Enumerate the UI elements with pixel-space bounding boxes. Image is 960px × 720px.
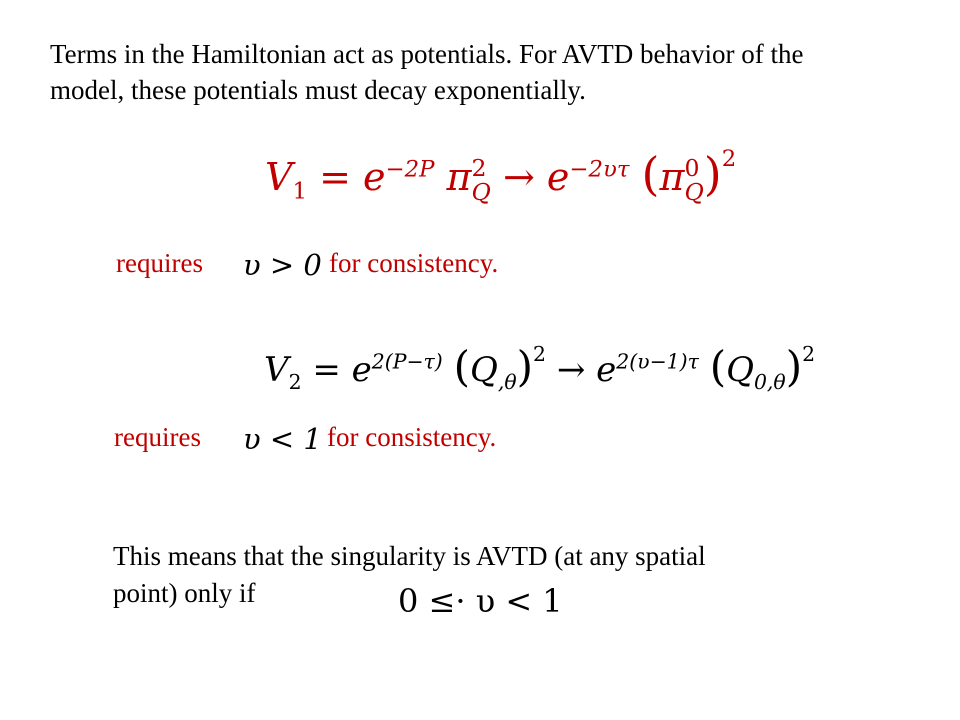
equation-v2: $V_2 = e^{2(P-\tau)}$ $(Q_{,\theta})^2 \to e^{2(\upsilon-1)\tau}$ $(Q_{0,\theta})^2$ <box>264 342 816 394</box>
consistency-label-1: for consistency. <box>329 248 499 278</box>
conclusion-line-2: point) only if <box>113 578 256 608</box>
condition-v-gt-0: υ > 0 <box>243 248 322 282</box>
final-inequality: 0 ≤· υ < 1 <box>398 582 563 620</box>
requires-label-1: requires <box>116 248 203 278</box>
requires-label-2: requires <box>114 422 201 452</box>
equation-v1: $V_1 = e^{-2P}$ π 2 Q → $e^{-2\upsilon\tau}$ (π 0 Q )$^2$ <box>265 146 737 206</box>
consistency-label-2: for consistency. <box>327 422 497 452</box>
conclusion-line-1: This means that the singularity is AVTD (at any spatial <box>113 541 706 571</box>
intro-text: Terms in the Hamiltonian act as potentials. For AVTD behavior of the model, these potentials must decay exponentially. <box>50 39 804 105</box>
condition-v-lt-1: υ < 1 <box>243 422 322 456</box>
